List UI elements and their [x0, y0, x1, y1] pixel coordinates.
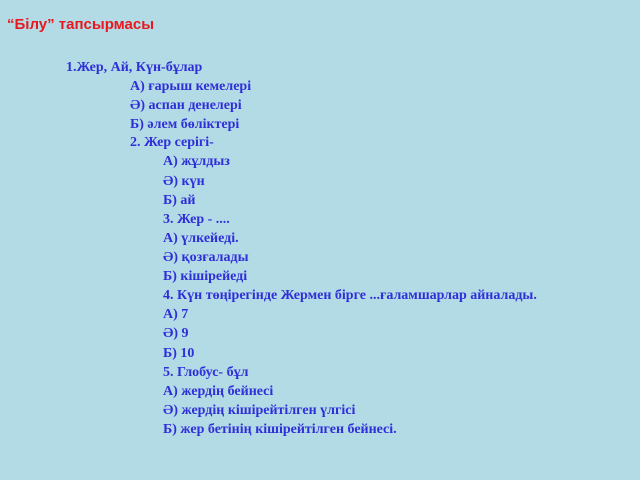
question-3: 3. Жер - .... — [163, 212, 230, 227]
question-1: 1.Жер, Ай, Күн-бұлар — [66, 60, 203, 75]
question-4-option-b: Б) 10 — [163, 346, 195, 361]
question-4: 4. Күн төңірегінде Жермен бірге ...ғаламшарлар айналады. — [163, 288, 537, 303]
question-5-option-b: Б) жер бетінің кішірейтілген бейнесі. — [163, 422, 397, 437]
question-3-option-ae: Ә) қозғалады — [163, 250, 249, 265]
question-2-option-b: Б) ай — [163, 193, 196, 208]
page-title: “Білу” тапсырмасы — [7, 16, 155, 33]
question-4-option-a: А) 7 — [163, 307, 189, 322]
question-5-option-a: А) жердің бейнесі — [163, 384, 274, 399]
question-3-option-b: Б) кішірейеді — [163, 269, 248, 284]
question-2: 2. Жер серігі- — [130, 135, 214, 150]
question-2-option-a: А) жұлдыз — [163, 154, 230, 169]
question-1-option-b: Б) әлем бөліктері — [130, 117, 240, 132]
question-3-option-a: А) үлкейеді. — [163, 231, 239, 246]
question-1-option-ae: Ә) аспан денелері — [130, 98, 242, 113]
question-5: 5. Глобус- бұл — [163, 365, 249, 380]
question-2-option-ae: Ә) күн — [163, 174, 205, 189]
question-4-option-ae: Ә) 9 — [163, 326, 189, 341]
question-1-option-a: А) ғарыш кемелері — [130, 79, 252, 94]
question-5-option-ae: Ә) жердің кішірейтілген үлгісі — [163, 403, 356, 418]
